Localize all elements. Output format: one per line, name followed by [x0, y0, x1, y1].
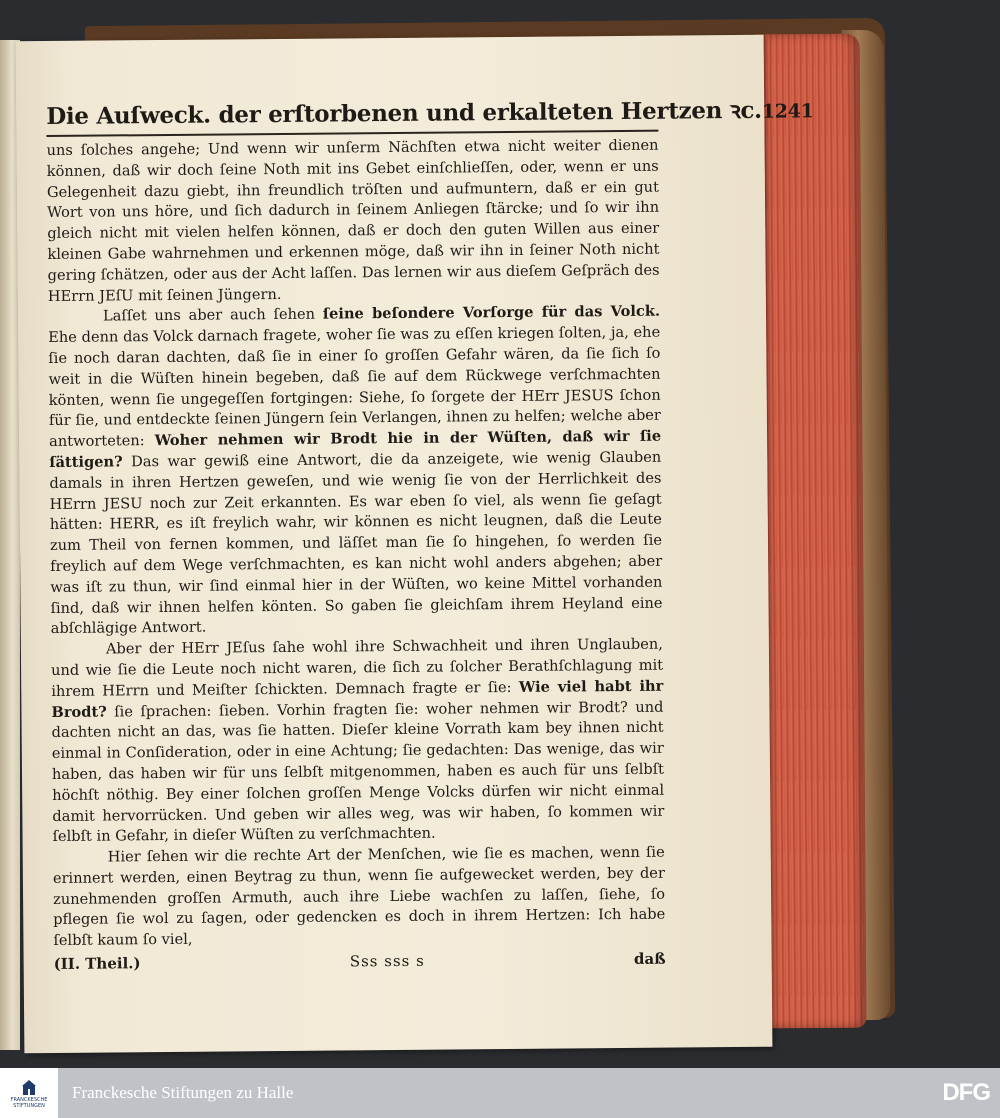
book-page: [16, 35, 814, 1053]
text-block: [46, 94, 814, 974]
paragraph-tail: ſie ſprachen: ſieben. Vorhin fragten ſie: woher nehmen wir Brodt? und dachten nicht an das, was ſie hatten. Dieſer kleine Vorrath kam bey ihnen nicht einmal in Conſideration, oder in eine Achtung; ſie gedachten: Das wenige, das wir haben, das haben wir für uns ſelbſt mitgenommen, haben es auch für uns ſelbſt höchſt nöthig. Bey einer ſolchen groſſen Menge Volcks dürfen wir nicht einmal damit hervorrücken. Und geben wir alles weg, was wir haben, ſo kommen wir ſelbſt in Gefahr, in dieſer Wüſten zu verſchmachten.: [51, 698, 665, 846]
paragraph-4: [53, 843, 666, 952]
page-footer-line: [54, 950, 666, 973]
franckesche-stiftungen-logo[interactable]: [0, 1068, 58, 1118]
building-icon: [20, 1078, 38, 1096]
institution-name: Franckesche Stiftungen zu Halle: [72, 1083, 294, 1102]
running-head-title: Die Auſweck. der erſtorbenen und erkalteten Hertzen ꝛc.: [46, 96, 762, 131]
paragraph-emphasis: Wie viel habt ihr Brodt?: [51, 677, 664, 721]
page-stack-edge: [755, 34, 867, 1029]
paragraph-lead: Laſſet uns aber auch ſehen: [102, 306, 316, 325]
signature-mark: Sss sss s: [349, 951, 425, 971]
volume-label: (II. Theil.): [53, 954, 141, 974]
paragraph-tail: Das war gewiß eine Antwort, die da anzeigete, wie wenig Glauben damals in ihren Hertzen geweſen, und wie wenig ſie von der Herrlichkeit des HErrn JESU noch zur Zeit erkannten. Es war eben ſo viel, als wenn ſie geſagt hätten: HERR, es iſt freylich wahr, wir können es nicht leugnen, daß die Leute zum Theil von fernen kommen, und läſſet man ſie ſo hingehen, ſo werden ſie freylich auf dem Wege verſchmachten, es kan nicht wohl anders abgehen; aber was iſt zu thun, wir ſind einmal hier in der Wüſten, wo keine Mittel vorhanden ſind, daß wir ihnen helfen könten. So gaben ſie gleichſam ihrem Heyland eine abſchlägige Antwort.: [49, 448, 663, 638]
paragraph-3: [51, 635, 665, 848]
paragraph-2: [48, 302, 663, 640]
catchword: daß: [633, 949, 666, 968]
paragraph-emphasis-question: Woher nehmen wir Brodt hie in der Wüſten, daß wir ſie ſättigen?: [49, 427, 662, 471]
dfg-logo[interactable]: DFG: [942, 1079, 990, 1106]
paragraph-emphasis: ſeine beſondere Vorſorge für das Volck.: [322, 303, 661, 323]
paragraph-1: [46, 136, 659, 308]
paragraph-text: uns ſolches angehe; Und wenn wir unſerm Nächſten etwa nicht weiter dienen können, daß wir doch ſeine Noth mit ins Gebet einſchlieſſen, oder, wenn er uns Gelegenheit dazu giebt, ihn freundlich tröſten und aufmuntern, daß er ein gut Wort von uns höre, und ſich dadurch in ſeinem Anliegen ſtärcke; und ſo wir ihn gleich nicht mit vielen helfen können, daß er doch den guten Willen aus einer kleinen Gabe wahrnehmen und erkennen möge, daß wir ihn in ſeiner Noth nicht gering ſchätzen, oder aus der Acht laſſen. Das lernen wir aus dieſem Geſpräch des HErrn JEſU mit ſeinen Jüngern.: [46, 136, 660, 305]
paragraph-text: Ehe denn das Volck darnach fragete, woher ſie was zu eſſen kriegen ſolten, ja, ehe ſie noch daran dachten, daß ſie in einer ſo groſſen Gefahr wären, da ſie ſich ſo weit in die Wüſten hinein begeben, daß ſie auf dem Rückwege verſchmachten könten, wenn ſie ungegeſſen fortgingen: Siehe, ſo ſorgete der HErr JESUS ſchon für ſie, und entdeckte ſeinen Jüngern ſein Verlangen, ihnen zu helfen; welche aber antworteten:: [48, 323, 661, 451]
viewer-footer-bar: [0, 1068, 1000, 1118]
paragraph-text: Aber der HErr JEſus ſahe wohl ihre Schwachheit und ihren Unglauben, und wie ſie die Leute noch nicht waren, die ſich zu ſolcher Berathſchlagung mit ihrem HErrn und Meiſter ſchickten. Demnach fragte er ſie:: [51, 635, 664, 700]
running-head: [46, 94, 814, 137]
page-number: 1241: [761, 100, 814, 123]
paragraph-text: Hier ſehen wir die rechte Art der Menſchen, wie ſie es machen, wenn ſie erinnert werden, einen Beytrag zu thun, wenn ſie aufgewecket werden, bey der zunehmenden groſſen Armuth, auch ihre Liebe wachſen zu laſſen, ſiehe, ſo pflegen ſie wol zu ſagen, oder gedencken es doch in ihrem Hertzen: Ich habe ſelbſt kaum ſo viel,: [52, 843, 666, 950]
logo-text: FRANCKESCHE STIFTUNGEN: [10, 1096, 48, 1109]
